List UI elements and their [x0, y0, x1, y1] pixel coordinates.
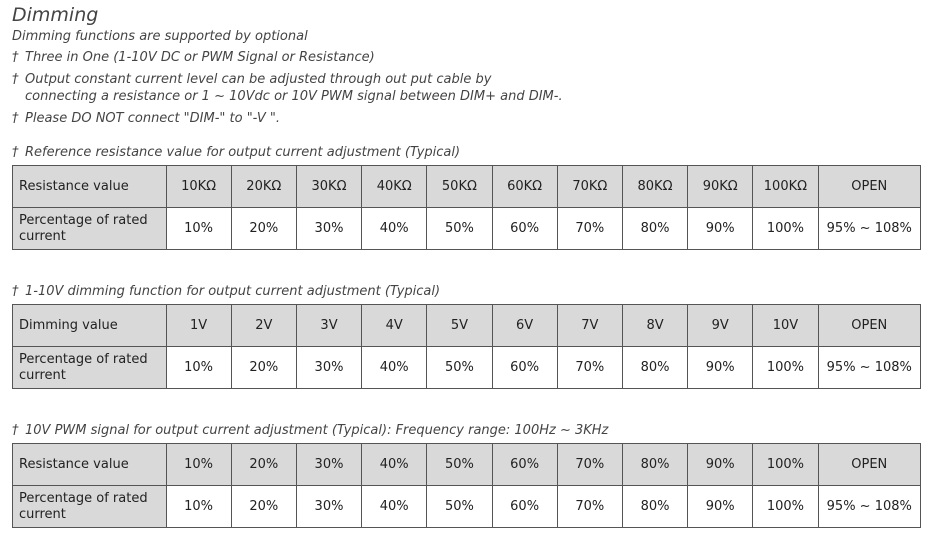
- table-cell: 80KΩ: [622, 166, 687, 208]
- dagger-icon: †: [12, 72, 19, 87]
- row-label: Resistance value: [13, 444, 167, 486]
- table-cell: 1V: [166, 305, 231, 347]
- caption-text: 10V PWM signal for output current adjustment (Typical): Frequency range: 100Hz ~ 3KHz: [25, 423, 609, 438]
- table-cell: 10%: [166, 347, 231, 389]
- table-caption: [12, 144, 460, 161]
- bullet-text: Please DO NOT connect "DIM-" to "-V ".: [25, 111, 280, 126]
- dimming-voltage-table: [12, 304, 921, 389]
- table-cell: 90%: [688, 444, 753, 486]
- table-cell: 2V: [231, 305, 296, 347]
- intro-text: Dimming functions are supported by optional: [12, 29, 308, 44]
- table-row: [13, 486, 921, 528]
- table-cell: 30%: [296, 347, 361, 389]
- table-cell: 10%: [166, 486, 231, 528]
- table-cell: 70KΩ: [557, 166, 622, 208]
- bullet-text: Three in One (1-10V DC or PWM Signal or Resistance): [25, 50, 375, 65]
- table-cell: 100%: [753, 347, 818, 389]
- dagger-icon: †: [12, 423, 19, 438]
- section-title: Dimming: [12, 4, 99, 26]
- table-cell: 40%: [362, 347, 427, 389]
- resistance-table: [12, 165, 921, 250]
- table-cell: 70%: [557, 347, 622, 389]
- caption-text: Reference resistance value for output current adjustment (Typical): [25, 145, 461, 160]
- table-row: [13, 347, 921, 389]
- table-cell: 50%: [427, 208, 492, 250]
- table-cell: 50%: [427, 444, 492, 486]
- table-cell: 70%: [557, 208, 622, 250]
- table-cell: 95% ~ 108%: [818, 486, 920, 528]
- table-cell: 10%: [166, 208, 231, 250]
- table-cell: 40KΩ: [362, 166, 427, 208]
- table-cell: 60%: [492, 208, 557, 250]
- table-cell: 70%: [557, 444, 622, 486]
- table-cell: 80%: [622, 208, 687, 250]
- table-cell: 60%: [492, 347, 557, 389]
- table-cell: 40%: [362, 208, 427, 250]
- table-cell: 20%: [231, 347, 296, 389]
- dagger-icon: †: [12, 111, 19, 126]
- table-cell: 10KΩ: [166, 166, 231, 208]
- table-cell: 100%: [753, 444, 818, 486]
- table-cell: 8V: [622, 305, 687, 347]
- table-cell: 80%: [622, 347, 687, 389]
- caption-text: 1-10V dimming function for output current adjustment (Typical): [25, 284, 441, 299]
- table-cell: 80%: [622, 444, 687, 486]
- table-cell: 90KΩ: [688, 166, 753, 208]
- table-cell: 20%: [231, 486, 296, 528]
- row-label: Percentage of rated current: [13, 208, 167, 250]
- table-row: [13, 208, 921, 250]
- bullet-item: [12, 71, 491, 88]
- table-cell: 50%: [427, 347, 492, 389]
- row-label: Percentage of rated current: [13, 347, 167, 389]
- dagger-icon: †: [12, 50, 19, 65]
- table-cell: 60KΩ: [492, 166, 557, 208]
- table-cell: 80%: [622, 486, 687, 528]
- table-cell: 6V: [492, 305, 557, 347]
- table-cell: 9V: [688, 305, 753, 347]
- table-cell: 100%: [753, 208, 818, 250]
- table-caption: [12, 422, 608, 439]
- table-cell: 7V: [557, 305, 622, 347]
- table-cell: 95% ~ 108%: [818, 208, 920, 250]
- table-row: [13, 305, 921, 347]
- table-cell: 95% ~ 108%: [818, 347, 920, 389]
- table-caption: [12, 283, 440, 300]
- bullet-item: [12, 49, 375, 66]
- bullet-continuation: connecting a resistance or 1 ~ 10Vdc or 10V PWM signal between DIM+ and DIM-.: [25, 89, 563, 104]
- table-cell: 50KΩ: [427, 166, 492, 208]
- table-cell: 100KΩ: [753, 166, 818, 208]
- table-cell: 40%: [362, 444, 427, 486]
- table-cell: 40%: [362, 486, 427, 528]
- table-cell: 30%: [296, 444, 361, 486]
- pwm-table: [12, 443, 921, 528]
- dagger-icon: †: [12, 284, 19, 299]
- table-row: [13, 166, 921, 208]
- table-cell: 20KΩ: [231, 166, 296, 208]
- table-cell: OPEN: [818, 305, 920, 347]
- row-label: Resistance value: [13, 166, 167, 208]
- table-cell: 100%: [753, 486, 818, 528]
- table-cell: 90%: [688, 208, 753, 250]
- table-cell: 90%: [688, 486, 753, 528]
- table-cell: OPEN: [818, 444, 920, 486]
- table-cell: 50%: [427, 486, 492, 528]
- table-cell: 10V: [753, 305, 818, 347]
- table-cell: 60%: [492, 486, 557, 528]
- table-cell: 20%: [231, 208, 296, 250]
- table-row: [13, 444, 921, 486]
- dagger-icon: †: [12, 145, 19, 160]
- row-label: Dimming value: [13, 305, 167, 347]
- table-cell: 3V: [296, 305, 361, 347]
- table-cell: 90%: [688, 347, 753, 389]
- table-cell: 60%: [492, 444, 557, 486]
- table-cell: OPEN: [818, 166, 920, 208]
- table-cell: 5V: [427, 305, 492, 347]
- table-cell: 30%: [296, 208, 361, 250]
- bullet-item: [12, 110, 280, 127]
- row-label: Percentage of rated current: [13, 486, 167, 528]
- table-cell: 10%: [166, 444, 231, 486]
- table-cell: 30%: [296, 486, 361, 528]
- bullet-text: Output constant current level can be adjusted through out put cable by: [25, 72, 492, 87]
- table-cell: 20%: [231, 444, 296, 486]
- table-cell: 70%: [557, 486, 622, 528]
- table-cell: 4V: [362, 305, 427, 347]
- table-cell: 30KΩ: [296, 166, 361, 208]
